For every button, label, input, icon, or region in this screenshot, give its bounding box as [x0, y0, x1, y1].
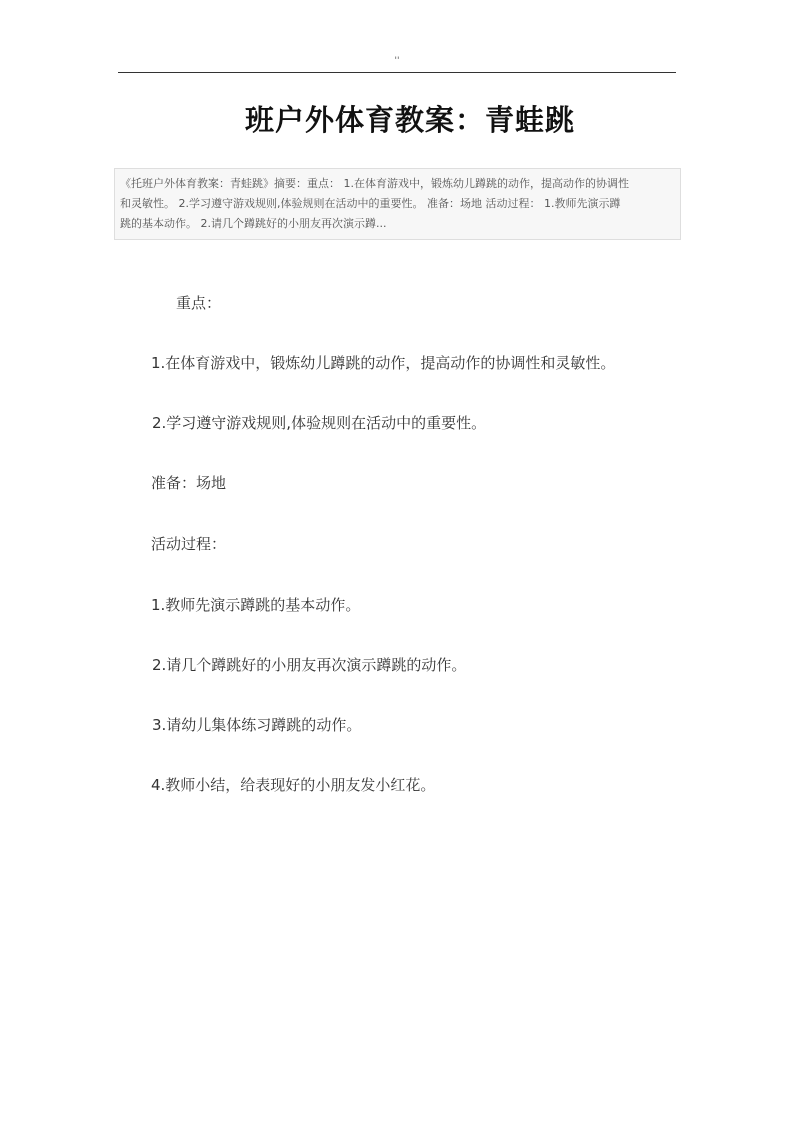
process-step: 4.教师小结，给表现好的小朋友发小红花。 — [151, 776, 436, 794]
key-points-label: 重点： — [176, 294, 222, 312]
summary-line: 跳的基本动作。 2.请几个蹲跳好的小朋友再次演示蹲... — [120, 217, 387, 230]
page-title: 班户外体育教案：青蛙跳 — [245, 103, 576, 137]
summary-line: 和灵敏性。 2.学习遵守游戏规则,体验规则在活动中的重要性。 准备：场地 活动过程： 1.教师先演示蹲 — [120, 197, 621, 210]
process-label: 活动过程： — [151, 535, 227, 553]
header-divider — [118, 72, 676, 73]
goal-item: 1.在体育游戏中，锻炼幼儿蹲跳的动作，提高动作的协调性和灵敏性。 — [151, 354, 616, 372]
header-mark: '' — [394, 56, 400, 66]
summary-box — [114, 168, 681, 240]
process-step: 2.请几个蹲跳好的小朋友再次演示蹲跳的动作。 — [152, 656, 467, 674]
preparation-text: 准备：场地 — [151, 474, 227, 492]
goal-item: 2.学习遵守游戏规则,体验规则在活动中的重要性。 — [152, 414, 487, 432]
process-step: 1.教师先演示蹲跳的基本动作。 — [151, 596, 361, 614]
summary-line: 《托班户外体育教案：青蛙跳》摘要：重点： 1.在体育游戏中，锻炼幼儿蹲跳的动作，提高动作的协调性 — [120, 177, 629, 190]
process-step: 3.请幼儿集体练习蹲跳的动作。 — [152, 716, 362, 734]
